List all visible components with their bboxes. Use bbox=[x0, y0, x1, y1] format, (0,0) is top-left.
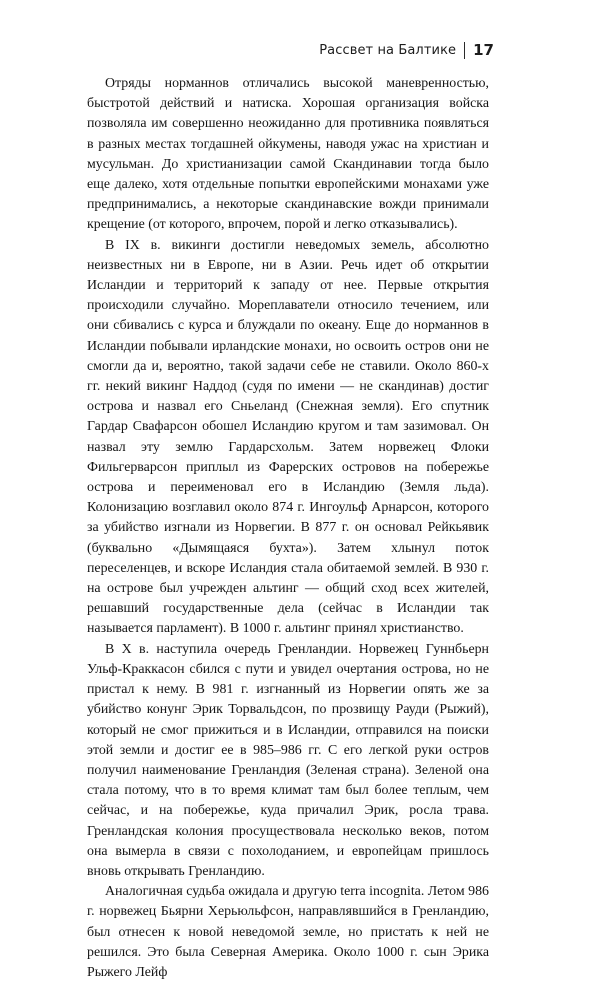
running-header bbox=[319, 41, 494, 59]
header-separator bbox=[464, 42, 465, 59]
paragraph: Отряды норманнов отличались высокой маневренностью, быстротой действий и натиска. Хорошая организация войска позволяла им совершенно неожиданно для противника появляться в разных местах тогдашней ойкумены, наводя ужас на христиан и мусульман. До христианизации самой Скандинавии тогда было еще далеко, хотя отдельные попытки европейскими монахами уже предпринимались, а некоторые скандинавские вожди принимали крещение (от которого, впрочем, порой и легко отказывались). bbox=[87, 76, 489, 233]
paragraph: В IX в. викинги достигли неведомых земель, абсолютно неизвестных ни в Европе, ни в Азии. Речь идет об открытии Исландии и территорий к западу от нее. Первые открытия происходили случайно. Мореплаватели относило течением, или они сбивались с курса и блуждали по океану. Еще до норманнов в Исландии побывали ирландские монахи, но освоить остров они не смогли да и, вероятно, такой задачи себе не ставили. Около 860-х гг. некий викинг Наддод (судя по имени — не скандинав) достиг острова и назвал его Сньеланд (Снежная земля). Его спутник Гардар Свафарсон обошел Исландию кругом и там зазимовал. Он назвал эту землю Гардарсхольм. Затем норвежец Флоки Фильгерварсон приплыл из Фарерских островов на побережье острова и переименовал его в Исландию (Земля льда). Колонизацию возглавил около 874 г. Ингоульф Арнарсон, которого за убийство изгнали из Норвегии. В 877 г. он основал Рейкьявик (буквально «Дымящаяся бухта»). Затем хлынул поток переселенцев, и вскоре Исландия стала обитаемой землей. В 930 г. на острове был учрежден альтинг — общий сход всех жителей, решавший государственные дела (сейчас в Исландии так называется парламент). В 1000 г. альтинг принял христианство. bbox=[87, 237, 489, 637]
body-text bbox=[87, 74, 489, 983]
paragraph: Аналогичная судьба ожидала и другую terra incognita. Летом 986 г. норвежец Бьярни Херьюльфсон, направлявшийся в Гренландию, был отнесен к новой неведомой земле, но пристать к ней не решился. Это была Северная Америка. Около 1000 г. сын Эрика Рыжего Лейф bbox=[87, 884, 489, 980]
page-number: 17 bbox=[473, 41, 494, 59]
running-title: Рассвет на Балтике bbox=[319, 42, 457, 58]
paragraph: В X в. наступила очередь Гренландии. Норвежец Гуннбьерн Ульф-Краккасон сбился с пути и увидел очертания острова, но не пристал к нему. В 981 г. изгнанный из Норвегии опять же за убийство конунг Эрик Торвальдсон, по прозвищу Рауди (Рыжий), который не смог прижиться и в Исландии, отправился на поиски этой земли и достиг ее в 985–986 гг. С его легкой руки остров получил наименование Гренландия (Зеленая страна). Зеленой она стала потому, что в то время климат там был более теплым, чем сейчас, и на побережье, куда причалил Эрик, росла трава. Гренландская колония просуществовала несколько веков, потом она вымерла в связи с похолоданием, и европейцам пришлось вновь открывать Гренландию. bbox=[87, 641, 489, 879]
